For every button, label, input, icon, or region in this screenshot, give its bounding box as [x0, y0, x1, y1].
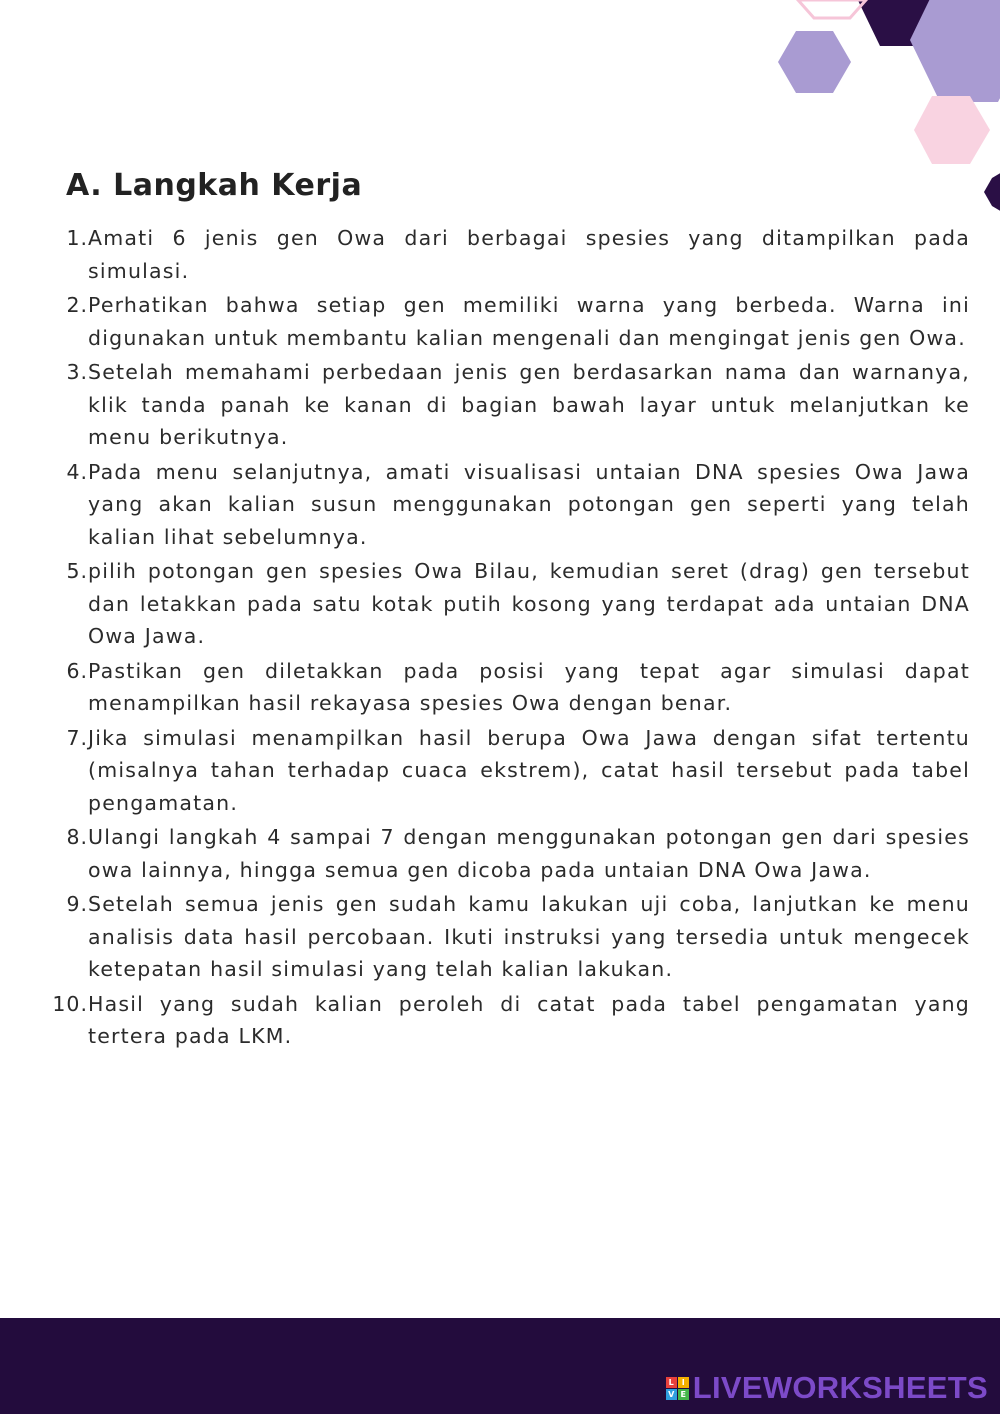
step-text: Hasil yang sudah kalian peroleh di catat pada tabel pengamatan yang tertera pada LKM.: [88, 991, 970, 1048]
step-text: Setelah semua jenis gen sudah kamu lakukan uji coba, lanjutkan ke menu analisis data hasil percobaan. Ikuti instruksi yang tersedia untuk mengecek ketepatan hasil simulasi yang telah kalian lakukan.: [88, 892, 970, 981]
step-item: [50, 456, 970, 554]
hexagon-pink: [914, 96, 990, 164]
brand-name: LIVEWORKSHEETS: [692, 1370, 988, 1405]
liveworksheets-brand: [666, 1370, 988, 1406]
hexagon-lavender-small: [778, 31, 851, 93]
step-number: 4.: [66, 459, 88, 484]
logo-tile: V: [666, 1389, 677, 1400]
step-text: Pada menu selanjutnya, amati visualisasi untaian DNA spesies Owa Jawa yang akan kalian susun menggunakan potongan gen seperti yang telah kalian lihat sebelumnya.: [88, 459, 970, 549]
step-number: 8.: [66, 825, 88, 849]
step-item: [50, 655, 970, 720]
step-number: 9.: [66, 892, 88, 916]
step-text: Jika simulasi menampilkan hasil berupa Owa Jawa dengan sifat tertentu (misalnya tahan terhadap cuaca ekstrem), catat hasil tersebut pada tabel pengamatan.: [88, 725, 970, 815]
footer-band: [0, 1318, 1000, 1414]
step-number: 7.: [66, 725, 88, 750]
step-item: [50, 888, 970, 986]
step-text: Amati 6 jenis gen Owa dari berbagai spesies yang ditampilkan pada simulasi.: [88, 226, 970, 283]
logo-tile: E: [678, 1389, 689, 1400]
step-text: Pastikan gen diletakkan pada posisi yang tepat agar simulasi dapat menampilkan hasil rekayasa spesies Owa dengan benar.: [88, 658, 970, 715]
step-number: 6.: [66, 658, 88, 683]
step-item: [50, 821, 970, 886]
liveworksheets-logo-icon: [666, 1377, 689, 1400]
hexagon-lavender-large: [910, 0, 1000, 102]
hexagon-dark: [852, 0, 958, 46]
step-number: 1.: [66, 226, 88, 250]
step-number: 10.: [52, 991, 88, 1016]
step-item: [50, 555, 970, 653]
step-item: [50, 289, 970, 354]
step-item: [50, 988, 970, 1053]
step-item: [50, 222, 970, 287]
step-text: Perhatikan bahwa setiap gen memiliki warna yang berbeda. Warna ini digunakan untuk membantu kalian mengenali dan mengingat jenis gen Owa.: [88, 293, 970, 350]
step-item: [50, 722, 970, 820]
logo-tile: I: [678, 1377, 689, 1388]
page-title: A. Langkah Kerja: [66, 168, 363, 203]
step-text: Ulangi langkah 4 sampai 7 dengan menggunakan potongan gen dari spesies owa lainnya, hingga semua gen dicoba pada untaian DNA Owa Jawa.: [88, 825, 970, 882]
logo-tile: L: [666, 1377, 677, 1388]
instruction-steps: [50, 222, 970, 1055]
hexagon-dark-edge: [984, 172, 1000, 212]
hexagon-pink-outline: [798, 0, 866, 18]
step-number: 3.: [66, 360, 88, 384]
step-text: pilih potongan gen spesies Owa Bilau, kemudian seret (drag) gen tersebut dan letakkan pada satu kotak putih kosong yang terdapat ada untaian DNA Owa Jawa.: [88, 559, 970, 648]
step-number: 5.: [66, 559, 88, 583]
step-item: [50, 356, 970, 454]
step-text: Setelah memahami perbedaan jenis gen berdasarkan nama dan warnanya, klik tanda panah ke kanan di bagian bawah layar untuk melanjutkan ke menu berikutnya.: [88, 360, 970, 449]
step-number: 2.: [66, 293, 88, 317]
